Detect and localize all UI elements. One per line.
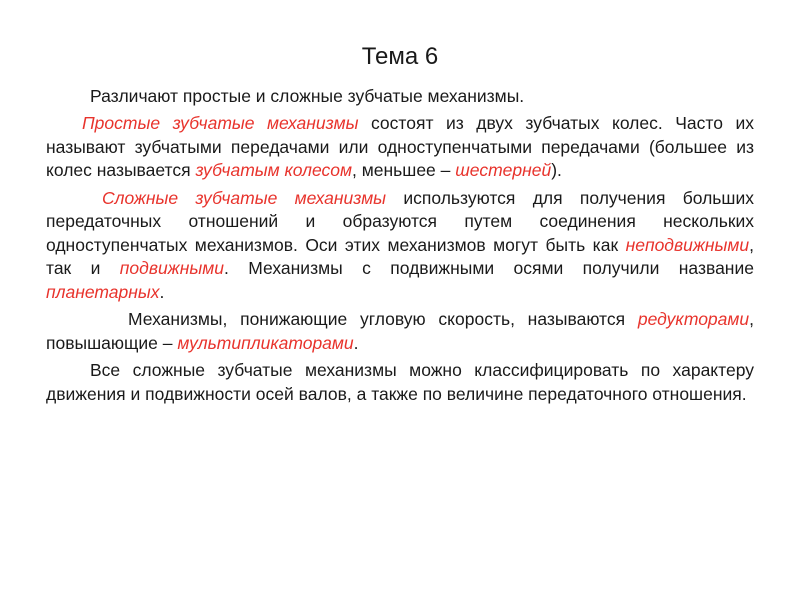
text-segment: , меньшее – — [352, 160, 456, 181]
text-segment: ). — [551, 160, 562, 181]
term-multipliers: мультипликаторами — [177, 332, 354, 353]
text-segment: состоят из двух зубчатых колес. Часто их называют зубчатыми передачами или одноступенчатыми передачами (большее из колес называется — [46, 113, 754, 181]
term-fixed: неподвижными — [625, 234, 750, 255]
paragraph-reducers — [46, 308, 754, 355]
paragraph-complex-mechanisms — [46, 187, 754, 305]
term-reducers: редукторами — [637, 309, 750, 330]
term-complex-gear-mechanisms: Сложные зубчатые механизмы — [102, 187, 387, 208]
text-segment: , так и — [46, 234, 754, 279]
text-segment: используются для получения больших передаточных отношений и образуются путем соединения нескольких одноступенчатых механизмов. Оси этих механизмов могут быть как — [46, 187, 754, 255]
paragraph-intro: Различают простые и сложные зубчатые механизмы. — [90, 86, 525, 106]
slide-body — [46, 85, 754, 410]
text-segment: . — [159, 281, 165, 302]
term-gear-wheel: зубчатым колесом — [195, 160, 353, 181]
text-segment: . Механизмы с подвижными осями получили название — [223, 258, 754, 279]
text-segment: . — [353, 332, 359, 353]
text-segment: Механизмы, понижающие угловую скорость, называются — [128, 309, 638, 330]
term-planetary: планетарных — [46, 281, 160, 302]
slide-title: Тема 6 — [361, 43, 439, 70]
paragraph-simple-mechanisms — [46, 112, 754, 183]
text-segment: , повышающие – — [46, 309, 754, 353]
term-pinion: шестерней — [455, 160, 552, 181]
term-movable: подвижными — [119, 258, 224, 279]
term-simple-gear-mechanisms: Простые зубчатые механизмы — [82, 113, 359, 134]
paragraph-classification: Все сложные зубчатые механизмы можно классифицировать по характеру движения и подвижности осей валов, а также по величине передаточного отношения. — [46, 359, 754, 404]
